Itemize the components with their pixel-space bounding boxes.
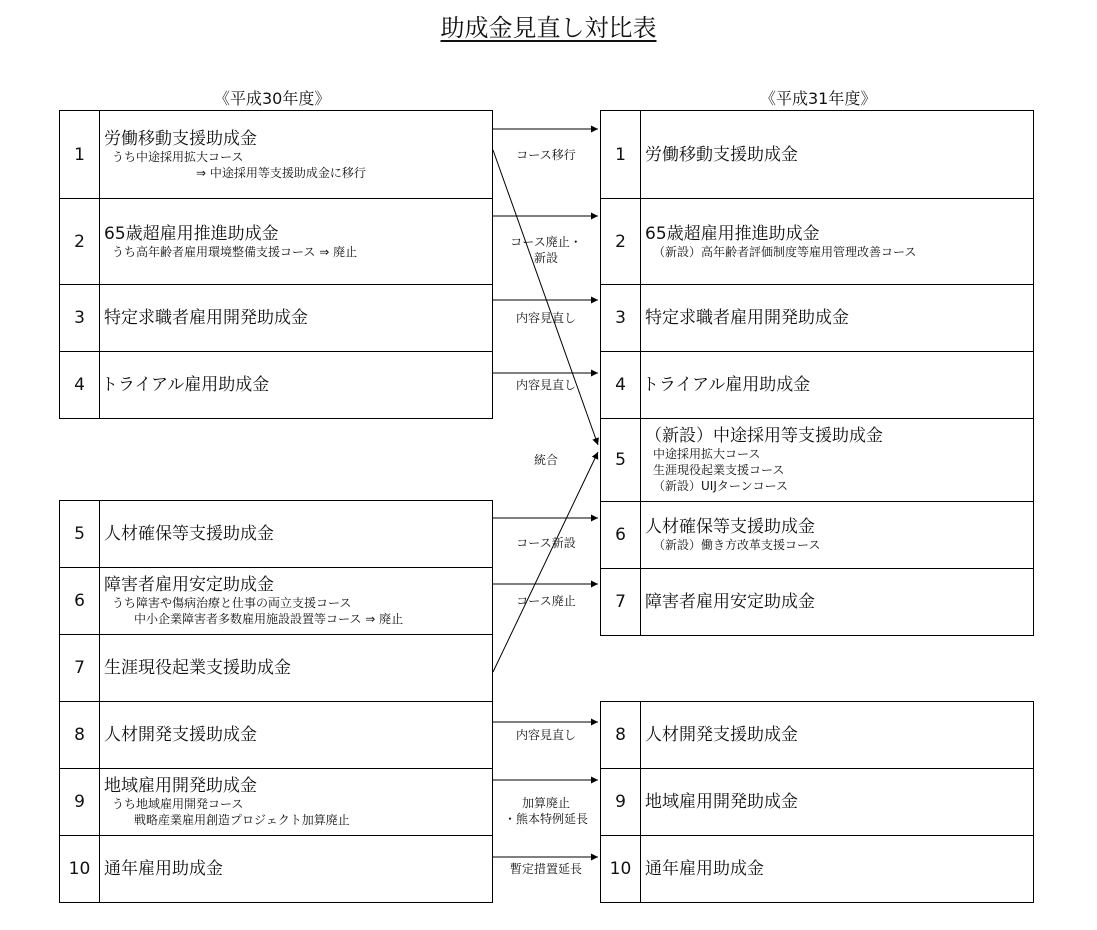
- label-course-move: コース移行: [516, 148, 576, 162]
- subsidy-name: 労働移動支援助成金: [104, 128, 257, 149]
- right-year-header: 《平成31年度》: [760, 89, 877, 108]
- subsidy-name: トライアル雇用助成金: [642, 375, 811, 395]
- row-number: 2: [601, 199, 641, 284]
- label-provisional-extend: 暫定措置延長: [509, 862, 582, 876]
- subsidy-note: うち中途採用拡大コース: [112, 149, 244, 164]
- row-number: 9: [601, 769, 641, 835]
- subsidy-name: 地域雇用開発助成金: [104, 776, 257, 796]
- label-integrate: 統合: [533, 453, 558, 467]
- label-content-review-3: 内容見直し: [515, 311, 576, 325]
- subsidy-note: ⇒ 中途採用等支援助成金に移行: [196, 165, 366, 180]
- row-number: 6: [601, 502, 641, 568]
- left-year-header: 《平成30年度》: [214, 89, 331, 108]
- subsidy-name: 人材開発支援助成金: [104, 725, 257, 745]
- label-line: コース廃止・: [510, 235, 582, 249]
- subsidy-note: うち障害や傷病治療と仕事の両立支援コース: [112, 596, 352, 610]
- row-number: 10: [601, 836, 641, 902]
- subsidy-name: 65歳超雇用推進助成金: [104, 223, 279, 244]
- subsidy-name: 地域雇用開発助成金: [645, 792, 798, 812]
- subsidy-name: 通年雇用助成金: [645, 859, 764, 879]
- label-line: 新設: [533, 251, 558, 265]
- subsidy-name: 通年雇用助成金: [104, 859, 223, 879]
- subsidy-name: 労働移動支援助成金: [645, 144, 798, 165]
- row-number: 1: [601, 111, 641, 198]
- label-content-review-8: 内容見直し: [515, 728, 576, 742]
- subsidy-name: 生涯現役起業支援助成金: [104, 658, 291, 678]
- row-number: 4: [601, 352, 641, 418]
- subsidy-note: （新設）高年齢者評価制度等雇用管理改善コース: [653, 244, 917, 259]
- row-number: 1: [60, 111, 100, 198]
- subsidy-note: （新設）働き方改革支援コース: [653, 538, 821, 552]
- subsidy-name: 障害者雇用安定助成金: [104, 575, 274, 595]
- row-number: 2: [60, 199, 100, 284]
- row-number: 7: [601, 569, 641, 635]
- row-number: 9: [60, 769, 100, 835]
- row-number: 4: [60, 352, 100, 418]
- subsidy-name: 障害者雇用安定助成金: [645, 592, 815, 612]
- label-addition-abolish: [496, 795, 596, 827]
- subsidy-name: 人材開発支援助成金: [645, 725, 798, 745]
- subsidy-note: 中途採用拡大コース: [653, 447, 761, 461]
- label-line: ・熊本特例延長: [503, 812, 588, 826]
- subsidy-note: 戦略産業雇用創造プロジェクト加算廃止: [134, 813, 350, 827]
- subsidy-note: （新設）UIJターンコース: [653, 479, 789, 493]
- subsidy-name: 人材確保等支援助成金: [104, 524, 274, 544]
- row-number: 3: [601, 285, 641, 351]
- row-number: 8: [60, 702, 100, 768]
- page-title: 助成金見直し対比表: [440, 14, 657, 42]
- label-course-abolish-new: [503, 234, 589, 266]
- row-number: 6: [60, 568, 100, 634]
- arrow-merge-from-1: [493, 150, 598, 445]
- subsidy-note: 生涯現役起業支援コース: [653, 463, 785, 477]
- subsidy-name: （新設）中途採用等支援助成金: [645, 426, 883, 446]
- arrow-merge-from-7: [493, 452, 598, 672]
- subsidy-name: 65歳超雇用推進助成金: [645, 223, 820, 244]
- subsidy-name: トライアル雇用助成金: [101, 375, 270, 395]
- row-number: 3: [60, 285, 100, 351]
- row-number: 5: [60, 501, 100, 567]
- subsidy-name: 人材確保等支援助成金: [645, 517, 815, 537]
- subsidy-note: うち地域雇用開発コース: [112, 797, 244, 811]
- subsidy-note: 中小企業障害者多数雇用施設設置等コース ⇒ 廃止: [134, 612, 404, 626]
- label-line: 加算廃止: [521, 796, 570, 810]
- label-course-new: コース新設: [516, 536, 576, 550]
- label-course-abolish: コース廃止: [516, 594, 576, 608]
- row-number: 10: [60, 836, 100, 902]
- subsidy-note: うち高年齢者雇用環境整備支援コース ⇒ 廃止: [112, 244, 358, 259]
- subsidy-name: 特定求職者雇用開発助成金: [104, 308, 308, 328]
- subsidy-name: 特定求職者雇用開発助成金: [645, 308, 849, 328]
- row-number: 7: [60, 635, 100, 701]
- row-number: 8: [601, 702, 641, 768]
- label-content-review-4: 内容見直し: [515, 378, 576, 392]
- row-number: 5: [601, 419, 641, 501]
